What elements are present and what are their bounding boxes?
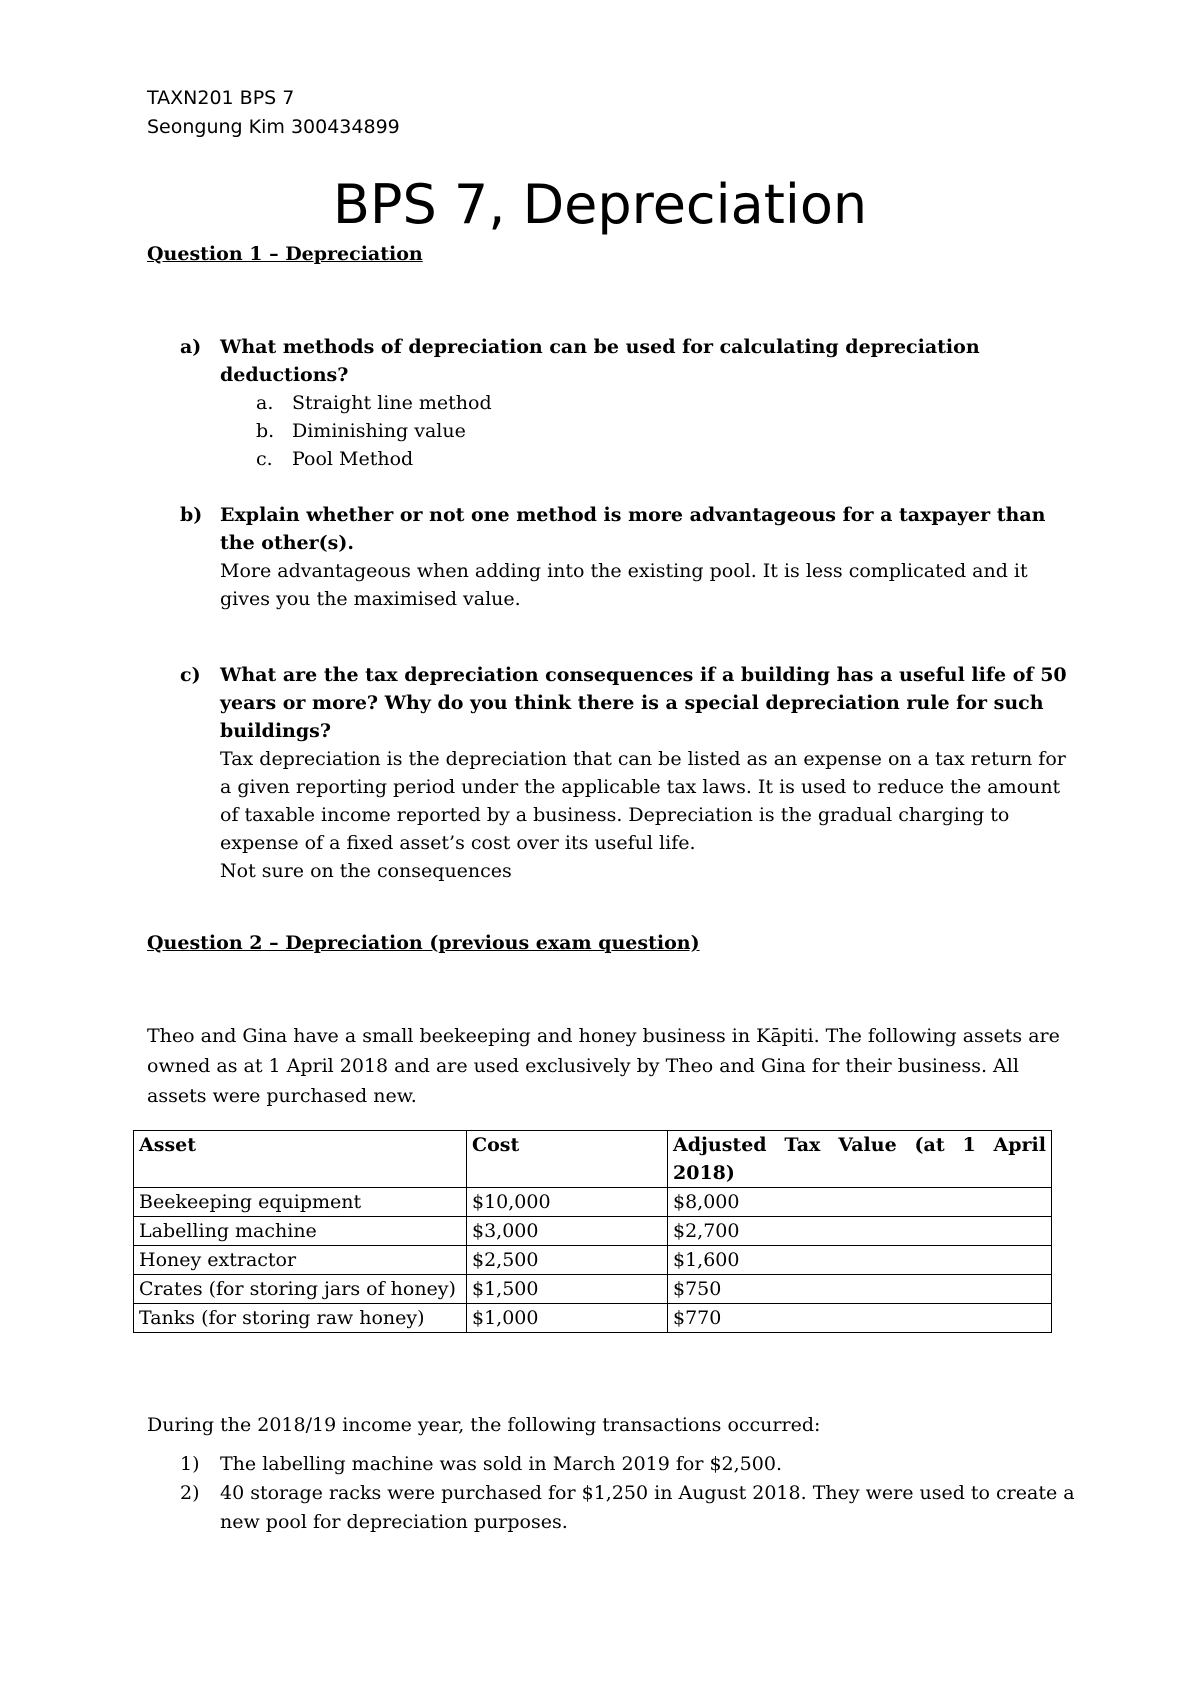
table-row <box>134 1246 1052 1275</box>
table-row <box>134 1188 1052 1217</box>
list-marker: 1) <box>180 1453 200 1475</box>
asset-cell: Honey extractor <box>134 1246 467 1275</box>
adjusted-value-cell: $1,600 <box>668 1246 1052 1275</box>
question2-heading: Question 2 – Depreciation (previous exam question) <box>147 932 700 954</box>
table-header-row <box>134 1131 1052 1188</box>
list-text: Pool Method <box>292 448 414 470</box>
column-header-cost: Cost <box>467 1131 668 1188</box>
list-item <box>180 1450 1080 1479</box>
part-b-marker: b) <box>180 504 203 526</box>
adjusted-value-cell: $2,700 <box>668 1217 1052 1246</box>
student-label: Seongung Kim 300434899 <box>147 116 400 138</box>
asset-cell: Beekeeping equipment <box>134 1188 467 1217</box>
list-item <box>256 445 1080 473</box>
list-item <box>256 417 1080 445</box>
adjusted-value-cell: $750 <box>668 1275 1052 1304</box>
part-b-answer: More advantageous when adding into the existing pool. It is less complicated and it gives you the maximised value. <box>220 560 1028 610</box>
question1-part-b <box>180 501 1080 613</box>
part-a-question: What methods of depreciation can be used for calculating depreciation deductions? <box>220 336 980 386</box>
assets-table <box>133 1130 1052 1333</box>
table-row <box>134 1217 1052 1246</box>
column-header-adjusted-tax-value: Adjusted Tax Value (at 1 April 2018) <box>668 1131 1052 1188</box>
asset-cell: Crates (for storing jars of honey) <box>134 1275 467 1304</box>
list-text: Straight line method <box>292 392 492 414</box>
part-a-answer-list <box>256 389 1080 473</box>
list-item <box>256 389 1080 417</box>
question1-heading: Question 1 – Depreciation <box>147 243 423 265</box>
table-row <box>134 1304 1052 1333</box>
document-header <box>147 84 400 142</box>
cost-cell: $3,000 <box>467 1217 668 1246</box>
part-c-answer: Tax depreciation is the depreciation that can be listed as an expense on a tax return for a given reporting period under the applicable tax laws. It is used to reduce the amount of taxable income reported by a business. Depreciation is the gradual charging to expense of a fixed asset’s cost over its useful life. <box>220 748 1066 854</box>
transactions-list <box>180 1450 1080 1537</box>
part-b-question: Explain whether or not one method is more advantageous for a taxpayer than the other(s). <box>220 504 1046 554</box>
course-label: TAXN201 BPS 7 <box>147 87 295 109</box>
asset-cell: Labelling machine <box>134 1217 467 1246</box>
list-marker: b. <box>256 420 275 442</box>
adjusted-value-cell: $8,000 <box>668 1188 1052 1217</box>
part-a-marker: a) <box>180 336 202 358</box>
part-c-question: What are the tax depreciation consequences if a building has a useful life of 50 years or more? Why do you think there is a special depreciation rule for such buildings? <box>220 664 1067 742</box>
document-title: BPS 7, Depreciation <box>332 173 868 236</box>
list-marker: 2) <box>180 1482 200 1504</box>
table-row <box>134 1275 1052 1304</box>
cost-cell: $2,500 <box>467 1246 668 1275</box>
transactions-intro: During the 2018/19 income year, the following transactions occurred: <box>147 1414 821 1436</box>
cost-cell: $10,000 <box>467 1188 668 1217</box>
list-marker: a. <box>256 392 274 414</box>
list-text: 40 storage racks were purchased for $1,250 in August 2018. They were used to create a new pool for depreciation purposes. <box>220 1482 1075 1533</box>
cost-cell: $1,500 <box>467 1275 668 1304</box>
list-marker: c. <box>256 448 273 470</box>
column-header-asset: Asset <box>134 1131 467 1188</box>
cost-cell: $1,000 <box>467 1304 668 1333</box>
part-c-answer-note: Not sure on the consequences <box>220 860 512 882</box>
adjusted-value-cell: $770 <box>668 1304 1052 1333</box>
question2-intro: Theo and Gina have a small beekeeping and honey business in Kāpiti. The following assets are owned as at 1 April 2018 and are used exclusively by Theo and Gina for their business. All assets were purchased new. <box>147 1025 1060 1107</box>
list-text: Diminishing value <box>292 420 466 442</box>
asset-cell: Tanks (for storing raw honey) <box>134 1304 467 1333</box>
list-item <box>180 1479 1080 1537</box>
list-text: The labelling machine was sold in March 2019 for $2,500. <box>220 1453 782 1475</box>
question1-part-a <box>180 333 1080 473</box>
question1-part-c <box>180 661 1080 885</box>
part-c-marker: c) <box>180 664 201 686</box>
